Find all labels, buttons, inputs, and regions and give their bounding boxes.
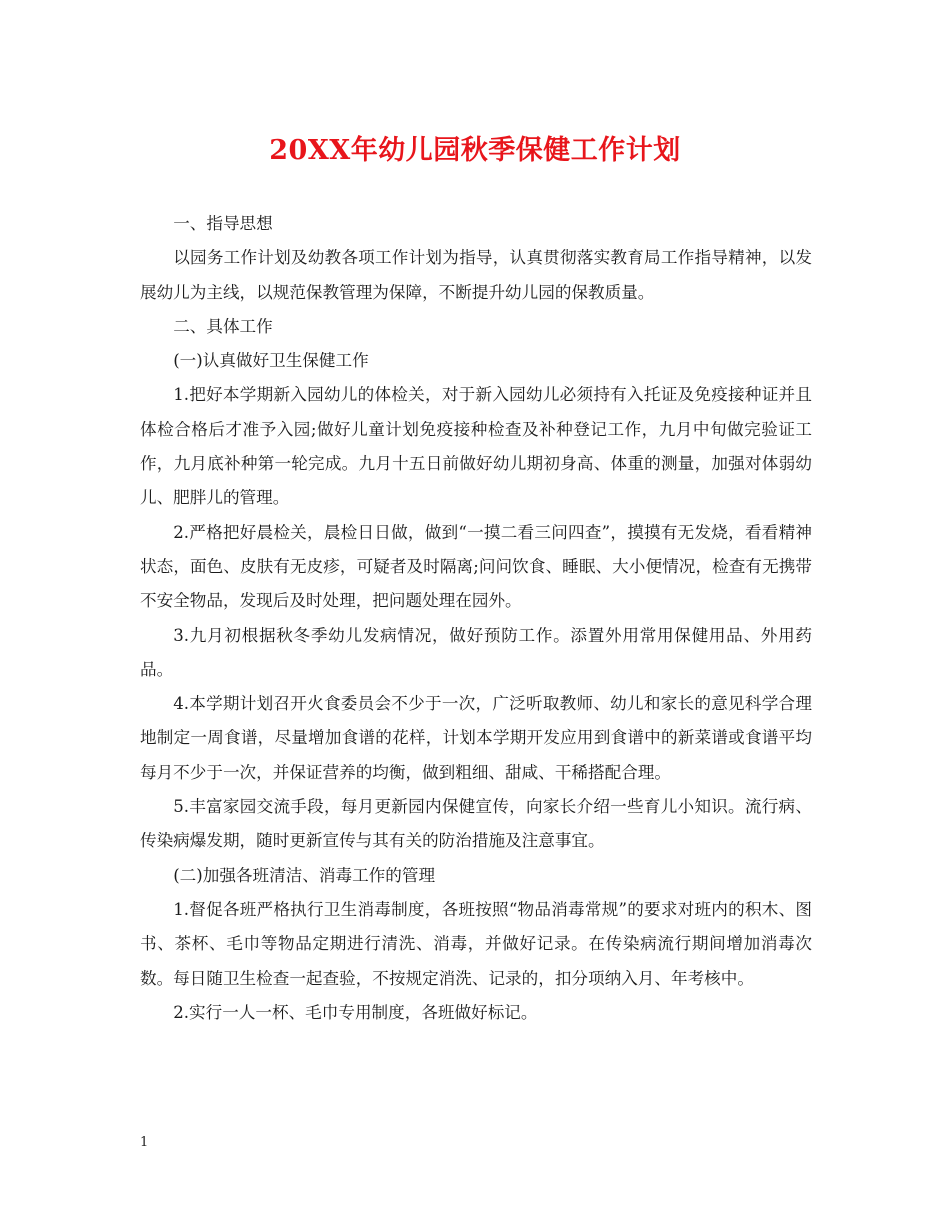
paragraph: 2.实行一人一杯、毛巾专用制度，各班做好标记。 bbox=[173, 1002, 538, 1022]
paragraph: 5.丰富家园交流手段，每月更新园内保健宣传，向家长介绍一些育儿小知识。流行病、传染病爆发期，随时更新宣传与其有关的防治措施及注意事宜。 bbox=[140, 797, 812, 851]
subsection-heading: (二)加强各班清洁、消毒工作的管理 bbox=[173, 865, 436, 885]
paragraph: 1.把好本学期新入园幼儿的体检关，对于新入园幼儿必须持有入托证及免疫接种证并且体检合格后才准予入园;做好儿童计划免疫接种检查及补种登记工作，九月中旬做完验证工作，九月底补种第一轮完成。九月十五日前做好幼儿期初身高、体重的测量，加强对体弱幼儿、肥胖儿的管理。 bbox=[140, 385, 812, 508]
paragraph: 2.严格把好晨检关，晨检日日做，做到“一摸二看三问四查”，摸摸有无发烧，看看精神状态，面色、皮肤有无皮疹，可疑者及时隔离;问问饮食、睡眠、大小便情况，检查有无携带不安全物品，发现后及时处理，把问题处理在园外。 bbox=[140, 522, 812, 611]
paragraph: 1.督促各班严格执行卫生消毒制度，各班按照“物品消毒常规”的要求对班内的积木、图书、茶杯、毛巾等物品定期进行清洗、消毒，并做好记录。在传染病流行期间增加消毒次数。每日随卫生检查一起查验，不按规定消洗、记录的，扣分项纳入月、年考核中。 bbox=[140, 899, 812, 988]
document-title: 20XX年幼儿园秋季保健工作计划 bbox=[269, 135, 681, 166]
paragraph: 3.九月初根据秋冬季幼儿发病情况，做好预防工作。添置外用常用保健用品、外用药品。 bbox=[140, 625, 812, 679]
section-heading: 一、指导思想 bbox=[173, 214, 273, 233]
document-body bbox=[140, 207, 812, 1030]
subsection-heading: (一)认真做好卫生保健工作 bbox=[173, 351, 369, 371]
page-number: 1 bbox=[140, 1135, 149, 1150]
paragraph: 4.本学期计划召开火食委员会不少于一次，广泛听取教师、幼儿和家长的意见科学合理地制定一周食谱，尽量增加食谱的花样，计划本学期开发应用到食谱中的新菜谱或食谱平均每月不少于一次，并保证营养的均衡，做到粗细、甜咸、干稀搭配合理。 bbox=[140, 694, 812, 782]
paragraph: 以园务工作计划及幼教各项工作计划为指导，认真贯彻落实教育局工作指导精神，以发展幼儿为主线，以规范保教管理为保障，不断提升幼儿园的保教质量。 bbox=[140, 248, 812, 302]
section-heading: 二、具体工作 bbox=[173, 316, 273, 336]
